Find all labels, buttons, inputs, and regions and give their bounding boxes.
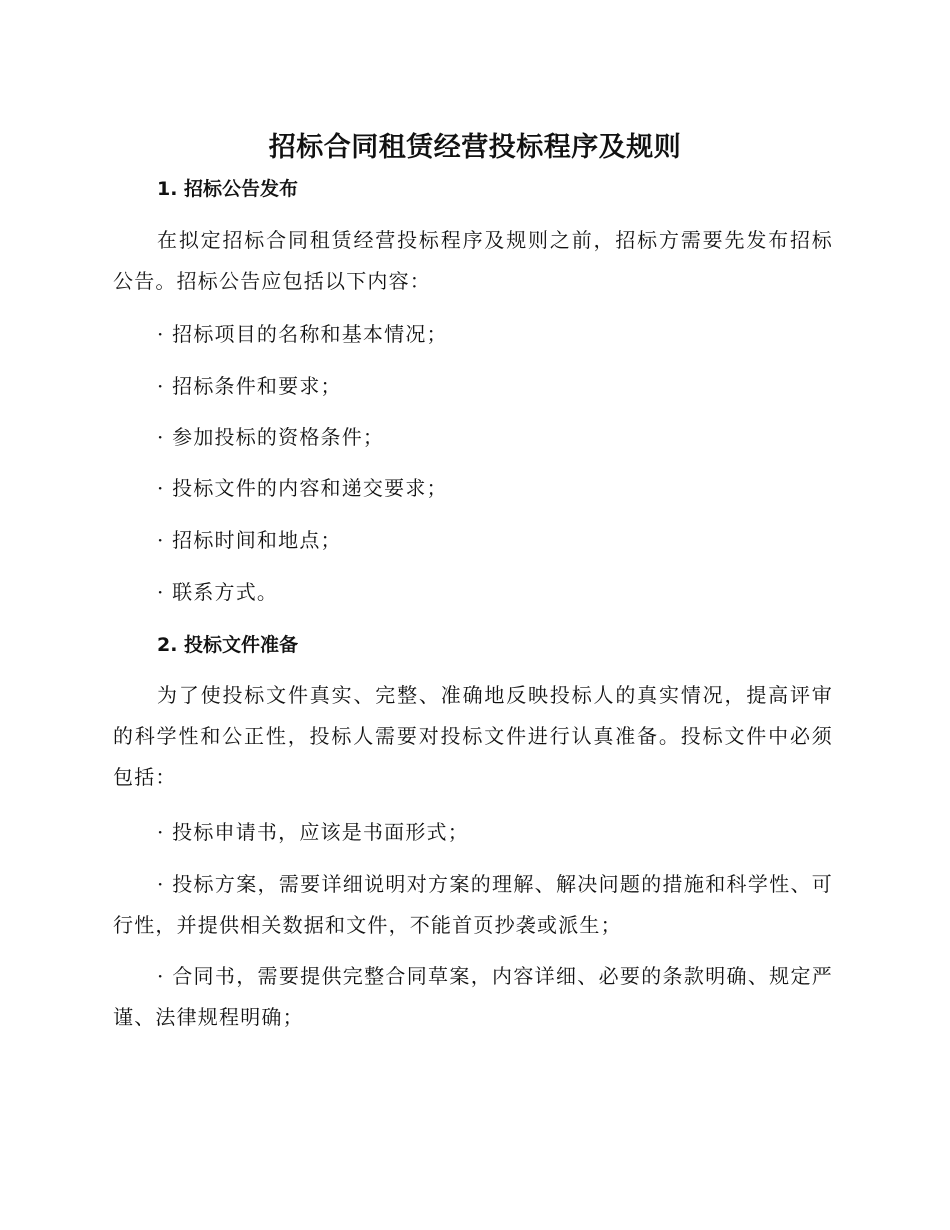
list-item: · 投标方案，需要详细说明对方案的理解、解决问题的措施和科学性、可行性，并提供相关数据和文件，不能首页抄袭或派生； xyxy=(113,872,833,937)
list-item: · 投标文件的内容和递交要求； xyxy=(157,476,448,500)
section-1-intro: 在拟定招标合同租赁经营投标程序及规则之前，招标方需要先发布招标公告。招标公告应包括以下内容： xyxy=(113,228,833,293)
section-heading-1: 1. 招标公告发布 xyxy=(157,178,299,200)
section-heading-2: 2. 投标文件准备 xyxy=(157,634,299,656)
list-item: · 招标项目的名称和基本情况； xyxy=(157,322,448,346)
section-2-intro: 为了使投标文件真实、完整、准确地反映投标人的真实情况，提高评审的科学性和公正性，投标人需要对投标文件进行认真准备。投标文件中必须包括： xyxy=(113,683,833,789)
list-item: · 投标申请书，应该是书面形式； xyxy=(157,820,469,844)
list-item: · 联系方式。 xyxy=(157,580,279,604)
document-title: 招标合同租赁经营投标程序及规则 xyxy=(268,132,682,163)
list-item: · 合同书，需要提供完整合同草案，内容详细、必要的条款明确、规定严谨、法律规程明确； xyxy=(113,964,833,1029)
list-item: · 参加投标的资格条件； xyxy=(157,425,385,449)
list-item: · 招标条件和要求； xyxy=(157,374,342,398)
list-item: · 招标时间和地点； xyxy=(157,528,342,552)
